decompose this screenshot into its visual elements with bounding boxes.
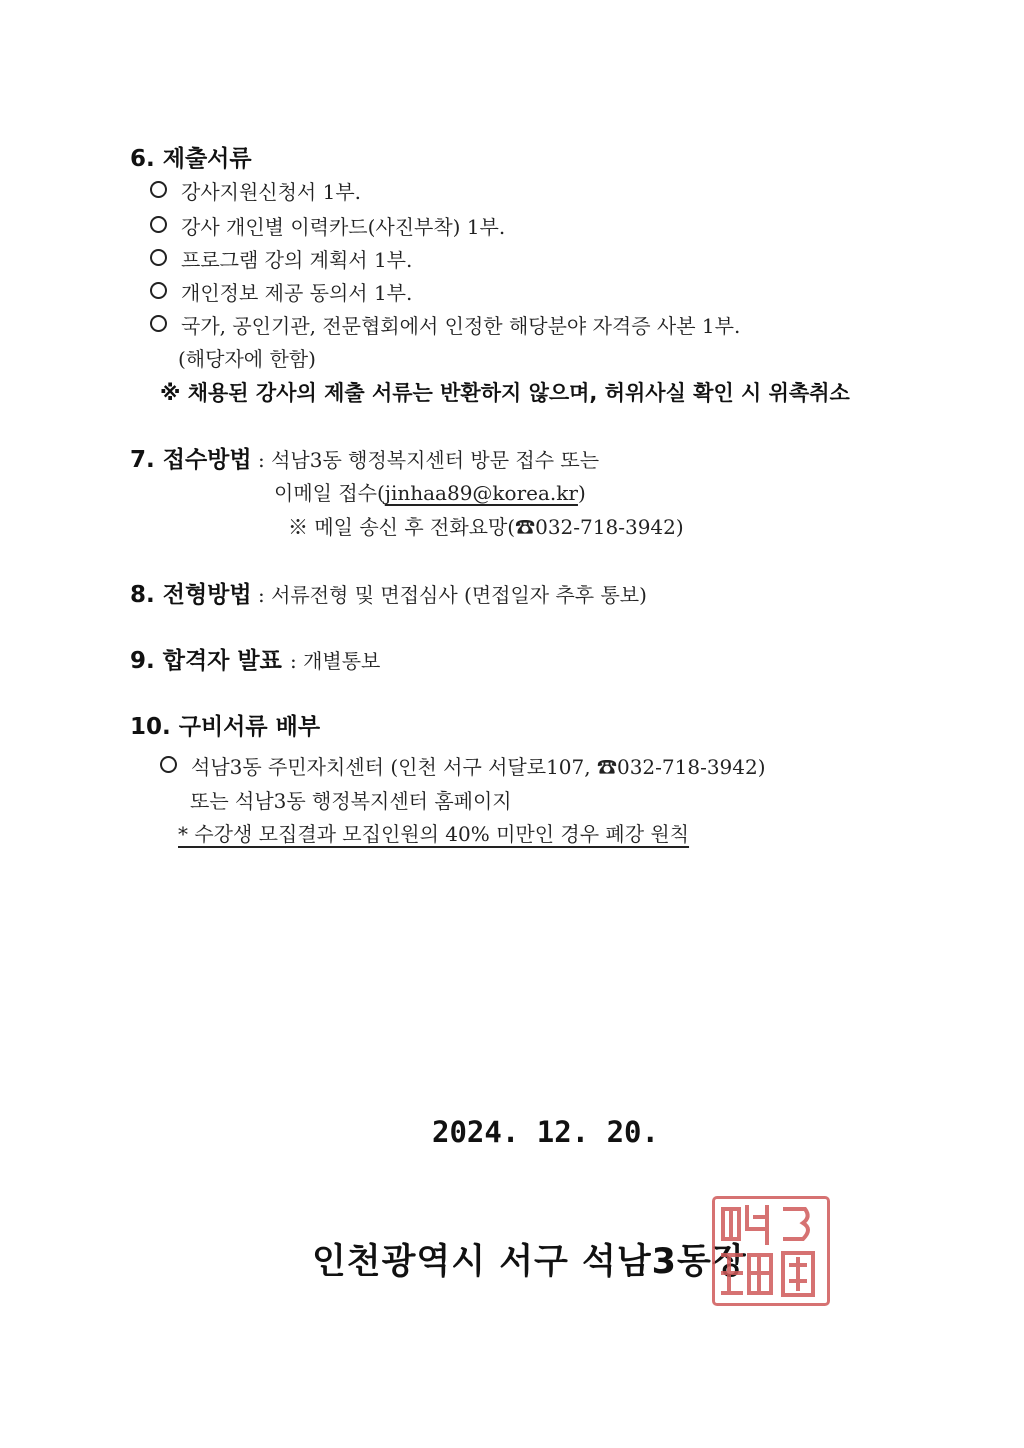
circle-bullet-icon bbox=[150, 315, 167, 332]
list-item: 강사 개인별 이력카드(사진부착) 1부. bbox=[150, 211, 505, 240]
section-10-title: 10. 구비서류 배부 bbox=[130, 714, 321, 740]
list-item-continuation: 또는 석남3동 행정복지센터 홈페이지 bbox=[190, 789, 512, 813]
email-link[interactable]: jinhaa89@korea.kr bbox=[384, 481, 578, 505]
signer-name: 인천광역시 서구 석남3동장 bbox=[312, 1242, 747, 1282]
return-policy-notice: ※ 채용된 강사의 제출 서류는 반환하지 않으며, 허위사실 확인 시 위촉취소 bbox=[160, 381, 850, 405]
list-item: 프로그램 강의 계획서 1부. bbox=[150, 244, 412, 273]
submission-method-line: : 석남3동 행정복지센터 방문 접수 또는 bbox=[258, 448, 600, 472]
list-item: 석남3동 주민자치센터 (인천 서구 서달로107, ☎032-718-3942) bbox=[160, 751, 766, 780]
list-item: 강사지원신청서 1부. bbox=[150, 176, 361, 205]
section-6-title: 6. 제출서류 bbox=[130, 146, 252, 172]
list-item: 개인정보 제공 동의서 1부. bbox=[150, 277, 412, 306]
list-item-continuation: (해당자에 한함) bbox=[178, 347, 316, 371]
phone-request-note: ※ 메일 송신 후 전화요망(☎032-718-3942) bbox=[288, 515, 684, 539]
list-item: 국가, 공인기관, 전문협회에서 인정한 해당분야 자격증 사본 1부. bbox=[150, 310, 740, 339]
circle-bullet-icon bbox=[160, 756, 177, 773]
section-8-title: 8. 전형방법 bbox=[130, 582, 252, 608]
selection-method-line: : 서류전형 및 면접심사 (면접일자 추후 통보) bbox=[258, 583, 647, 607]
issue-date: 2024. 12. 20. bbox=[432, 1115, 659, 1149]
announcement-line: : 개별통보 bbox=[290, 649, 381, 673]
circle-bullet-icon bbox=[150, 181, 167, 198]
email-submission-line: 이메일 접수(jinhaa89@korea.kr) bbox=[274, 481, 586, 505]
section-7-title: 7. 접수방법 bbox=[130, 447, 252, 473]
cancellation-rule-note: * 수강생 모집결과 모집인원의 40% 미만인 경우 폐강 원칙 bbox=[178, 822, 690, 846]
circle-bullet-icon bbox=[150, 216, 167, 233]
section-9-title: 9. 합격자 발표 bbox=[130, 648, 282, 674]
circle-bullet-icon bbox=[150, 282, 167, 299]
seal-stamp-icon bbox=[715, 1199, 827, 1303]
circle-bullet-icon bbox=[150, 249, 167, 266]
official-seal bbox=[712, 1196, 830, 1306]
